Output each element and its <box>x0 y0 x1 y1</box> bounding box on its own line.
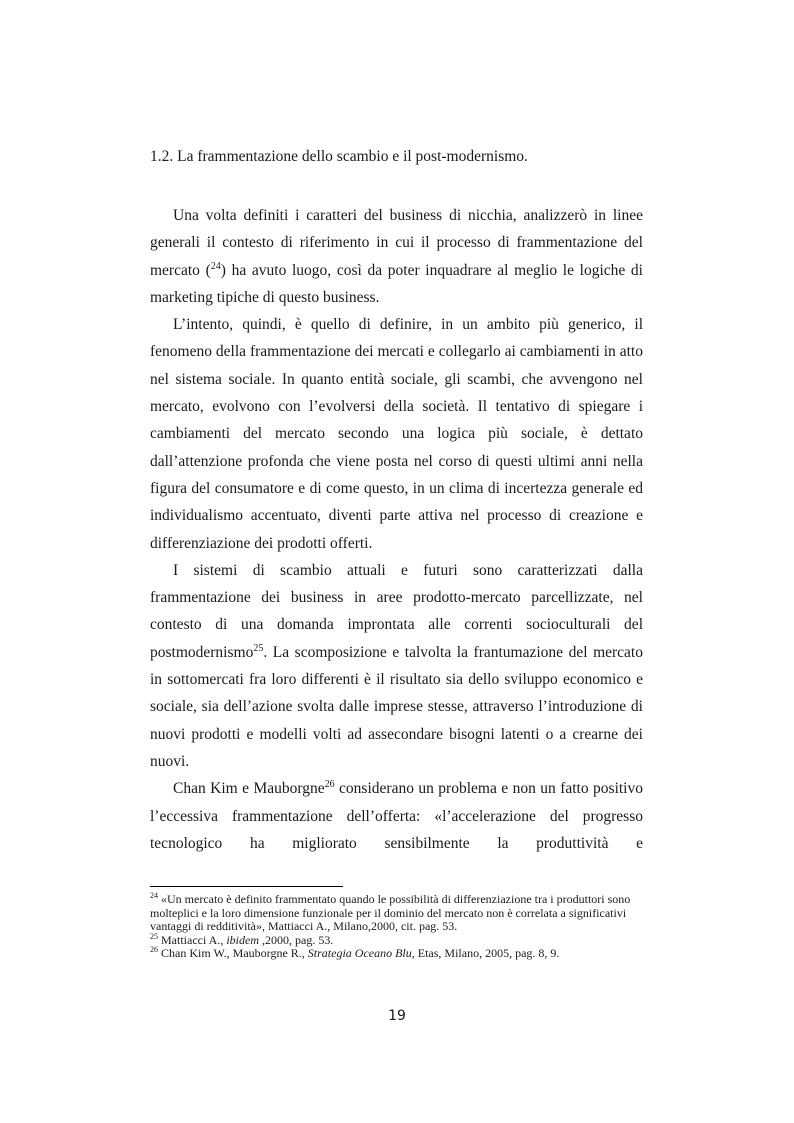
paragraph: Chan Kim e Mauborgne$^{26}$ considerano un problema e non un fatto positivo l’eccessiva frammentazione dell’offerta: «l’accelerazione del progresso tecnologico ha migliorato sensibilmente la produttività e <box>150 779 643 852</box>
footnote: $^{24}$ «Un mercato è definito frammentato quando le possibilità di differenziazione tra i produttori sono molteplici e la loro dimensione funzionale per il dominio del mercato non è correlata a significativi vantaggi di redditività», Mattiacci A., Milano,2000, cit. pag. 53. <box>150 891 631 934</box>
page-number: 19 <box>388 1008 406 1024</box>
footnote-ref[interactable]: 25 <box>253 642 264 654</box>
paragraph: Una volta definiti i caratteri del business di nicchia, analizzerò in linee generali il contesto di riferimento in cui il processo di frammentazione del mercato ($^{24}$) ha avuto luogo, così da poter inquadrare al meglio le logiche di marketing tipiche di questo business. <box>150 207 643 306</box>
footnote-separator <box>150 886 343 887</box>
paragraph: I sistemi di scambio attuali e futuri sono caratterizzati dalla frammentazione dei business in aree prodotto-mercato parcellizzate, nel contesto di una domanda improntata alle correnti socioculturali del postmodernismo$^{25}$. La scomposizione e talvolta la frantumazione del mercato in sottomercati fra loro differenti è il risultato sia dello sviluppo economico e sociale, sia dell’azione svolta dalle imprese stesse, attraverso l’introduzione di nuovi prodotti e modelli volti ad assecondare bisogni latenti o a crearne dei nuovi. <box>150 561 643 770</box>
footnote: $^{26}$ Chan Kim W., Mauborgne R., Strategia Oceano Blu, Etas, Milano, 2005, pag. 8, 9. <box>150 945 560 961</box>
footnotes <box>150 893 643 961</box>
body-text <box>150 202 643 857</box>
footnote-ref[interactable]: 26 <box>324 779 335 791</box>
footnote: $^{25}$ Mattiacci A., ibidem ,2000, pag. 53. <box>150 931 334 947</box>
footnote-ref[interactable]: 24 <box>210 260 221 272</box>
paragraph: L’intento, quindi, è quello di definire, in un ambito più generico, il fenomeno della frammentazione dei mercati e collegarlo ai cambiamenti in atto nel sistema sociale. In quanto entità sociale, gli scambi, che avvengono nel mercato, evolvono con l’evolversi della società. Il tentativo di spiegare i cambiamenti del mercato secondo una logica più sociale, è dettato dall’attenzione profonda che viene posta nel corso di questi ultimi anni nella figura del consumatore e di come questo, in un clima di incertezza generale ed individualismo accentuato, diventi parte attiva nel processo di creazione e differenziazione dei prodotti offerti. <box>150 316 643 552</box>
section-heading: 1.2. La frammentazione dello scambio e il post-modernismo. <box>150 148 528 165</box>
